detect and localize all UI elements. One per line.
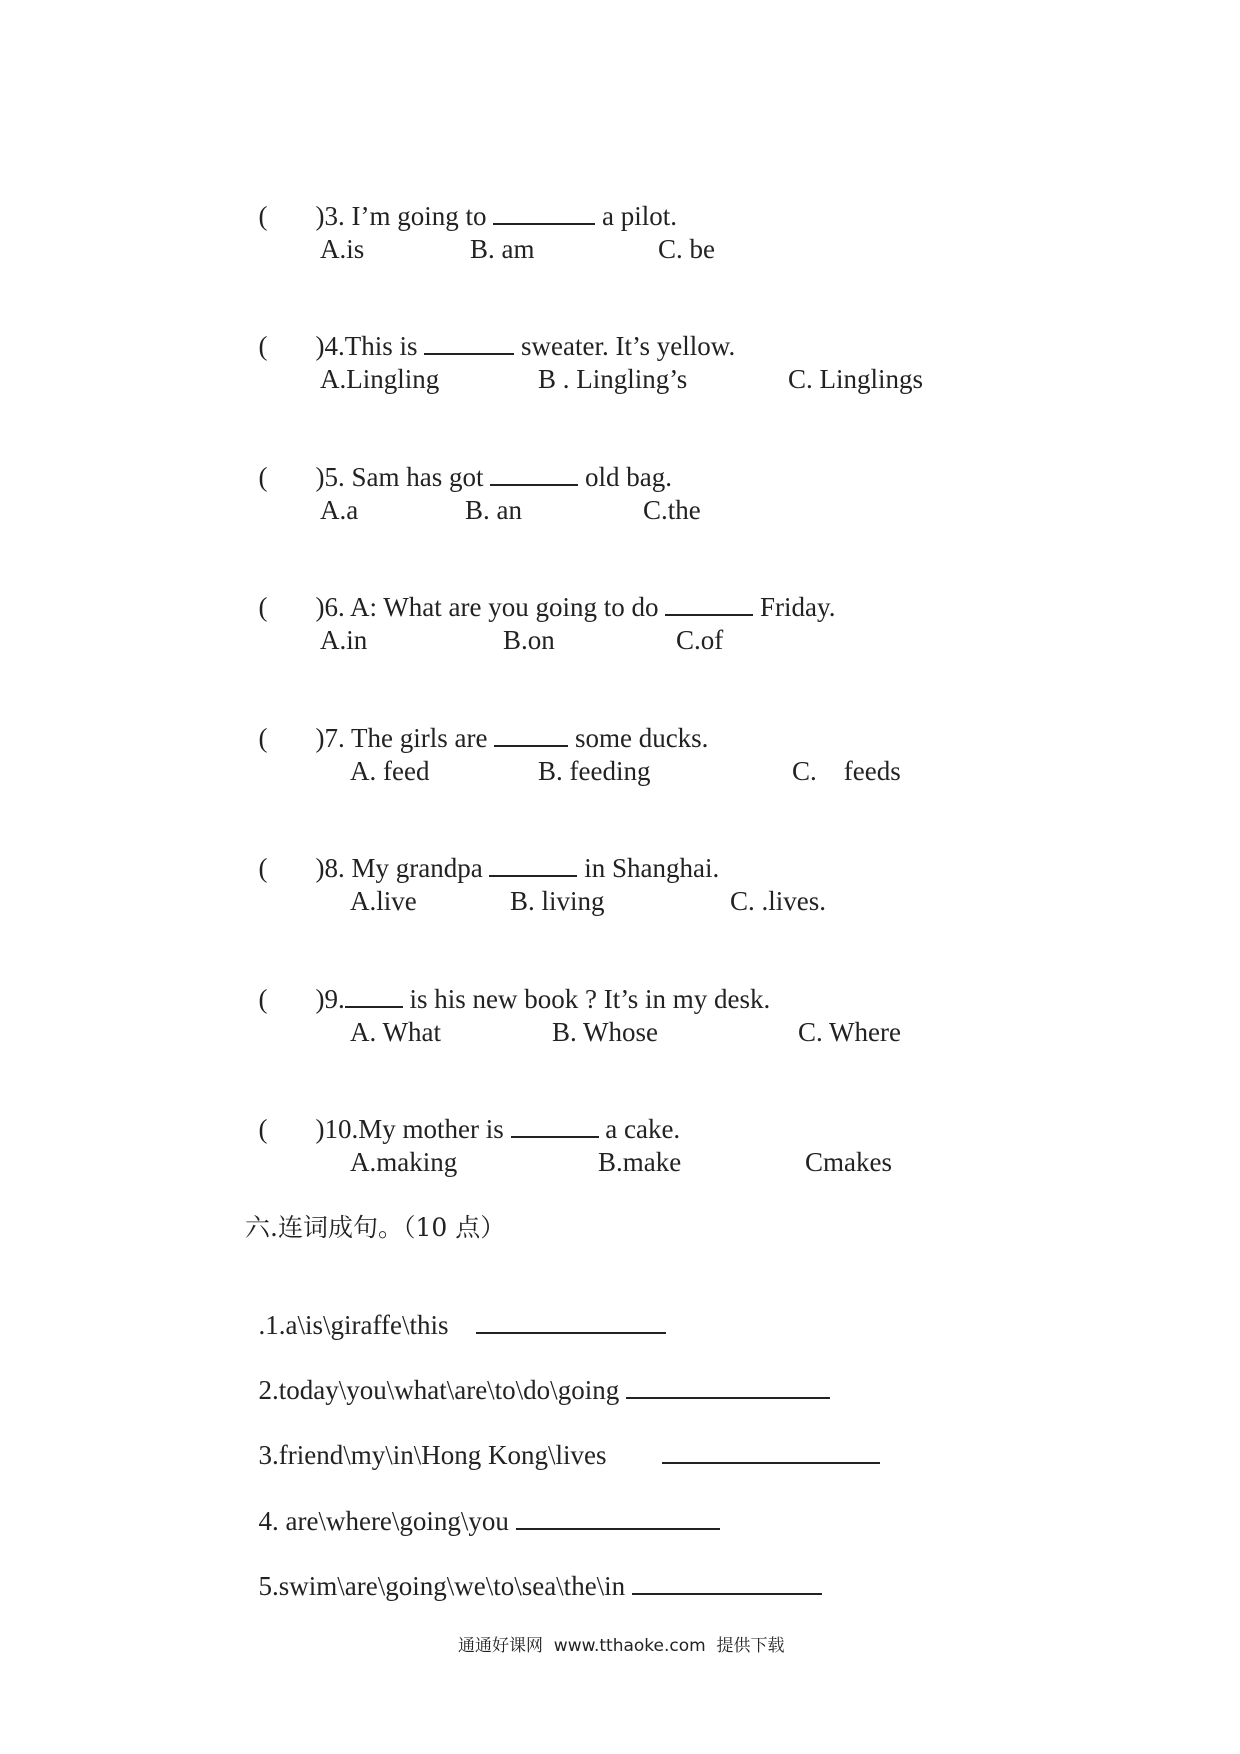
answer-paren: ( xyxy=(258,331,268,361)
option-b[interactable]: B. living xyxy=(510,886,605,916)
answer-blank[interactable] xyxy=(493,201,595,225)
question-text-after: in Shanghai. xyxy=(584,853,720,883)
answer-blank[interactable] xyxy=(490,462,578,486)
answer-blank[interactable] xyxy=(489,853,577,877)
option-c[interactable]: C. feeds xyxy=(792,756,901,786)
question-text: )8. My grandpa xyxy=(315,853,483,883)
answer-blank[interactable] xyxy=(345,984,403,1008)
question-text-after: old bag. xyxy=(585,462,672,492)
option-c[interactable]: C. Where xyxy=(798,1017,901,1047)
question-text: )3. I’m going to xyxy=(315,201,487,231)
reorder-item-5 xyxy=(245,1538,822,1602)
option-c[interactable]: Cmakes xyxy=(805,1147,892,1177)
reorder-item-1 xyxy=(245,1277,666,1341)
option-c[interactable]: C.the xyxy=(643,495,701,525)
question-6 xyxy=(245,559,835,623)
answer-paren: ( xyxy=(258,723,268,753)
option-b[interactable]: B. Whose xyxy=(552,1017,658,1047)
option-c[interactable]: C. be xyxy=(658,234,715,264)
reorder-item-2 xyxy=(245,1342,830,1406)
question-text: )9. xyxy=(315,984,345,1014)
reorder-item-4 xyxy=(245,1473,720,1537)
question-10 xyxy=(245,1081,680,1145)
answer-blank[interactable] xyxy=(626,1375,830,1399)
answer-paren: ( xyxy=(258,853,268,883)
question-text-after: Friday. xyxy=(759,592,836,622)
option-b[interactable]: B. feeding xyxy=(538,756,651,786)
question-3 xyxy=(245,168,677,232)
answer-paren: ( xyxy=(258,201,268,231)
option-b[interactable]: B.on xyxy=(503,625,555,655)
option-b[interactable]: B . Lingling’s xyxy=(538,364,688,394)
answer-blank[interactable] xyxy=(632,1571,822,1595)
answer-paren: ( xyxy=(258,984,268,1014)
option-b[interactable]: B. am xyxy=(470,234,535,264)
question-5 xyxy=(245,429,672,493)
option-a[interactable]: A.making xyxy=(350,1147,458,1177)
reorder-prompt: 4. are\where\going\you xyxy=(258,1506,509,1536)
answer-blank[interactable] xyxy=(516,1506,720,1530)
option-a[interactable]: A. feed xyxy=(350,756,430,786)
answer-blank[interactable] xyxy=(662,1440,880,1464)
option-b[interactable]: B. an xyxy=(465,495,522,525)
option-c[interactable]: C.of xyxy=(676,625,724,655)
question-text: )10.My mother is xyxy=(315,1114,504,1144)
option-a[interactable]: A.Lingling xyxy=(320,364,440,394)
question-text: )7. The girls are xyxy=(315,723,488,753)
question-text: )5. Sam has got xyxy=(315,462,484,492)
question-text: )4.This is xyxy=(315,331,418,361)
question-text-after: is his new book ? It’s in my desk. xyxy=(409,984,771,1014)
question-7 xyxy=(245,690,708,754)
reorder-prompt: 5.swim\are\going\we\to\sea\the\in xyxy=(258,1571,626,1601)
answer-paren: ( xyxy=(258,1114,268,1144)
question-text-after: a pilot. xyxy=(601,201,677,231)
question-text-after: a cake. xyxy=(605,1114,681,1144)
answer-blank[interactable] xyxy=(494,723,568,747)
question-8 xyxy=(245,820,719,884)
option-c[interactable]: C. Linglings xyxy=(788,364,924,394)
section-title: 六.连词成句。（10 点） xyxy=(245,1213,506,1242)
question-text-after: sweater. It’s yellow. xyxy=(521,331,736,361)
reorder-item-3 xyxy=(245,1407,880,1471)
option-a[interactable]: A.a xyxy=(320,495,359,525)
option-c[interactable]: C. .lives. xyxy=(730,886,827,916)
question-4 xyxy=(245,298,735,362)
answer-blank[interactable] xyxy=(665,592,753,616)
answer-blank[interactable] xyxy=(511,1114,599,1138)
question-9 xyxy=(245,951,770,1015)
answer-paren: ( xyxy=(258,592,268,622)
reorder-prompt: 2.today\you\what\are\to\do\going xyxy=(258,1375,620,1405)
option-b[interactable]: B.make xyxy=(598,1147,682,1177)
answer-blank[interactable] xyxy=(476,1310,666,1334)
question-text: )6. A: What are you going to do xyxy=(315,592,659,622)
option-a[interactable]: A.in xyxy=(320,625,368,655)
question-text-after: some ducks. xyxy=(574,723,709,753)
footer-credit: 通通好课网 www.tthaoke.com 提供下载 xyxy=(458,1636,785,1656)
answer-blank[interactable] xyxy=(424,331,514,355)
answer-paren: ( xyxy=(258,462,268,492)
option-a[interactable]: A. What xyxy=(350,1017,441,1047)
reorder-prompt: .1.a\is\giraffe\this xyxy=(258,1310,449,1340)
reorder-prompt: 3.friend\my\in\Hong Kong\lives xyxy=(258,1440,607,1470)
option-a[interactable]: A.live xyxy=(350,886,417,916)
option-a[interactable]: A.is xyxy=(320,234,365,264)
